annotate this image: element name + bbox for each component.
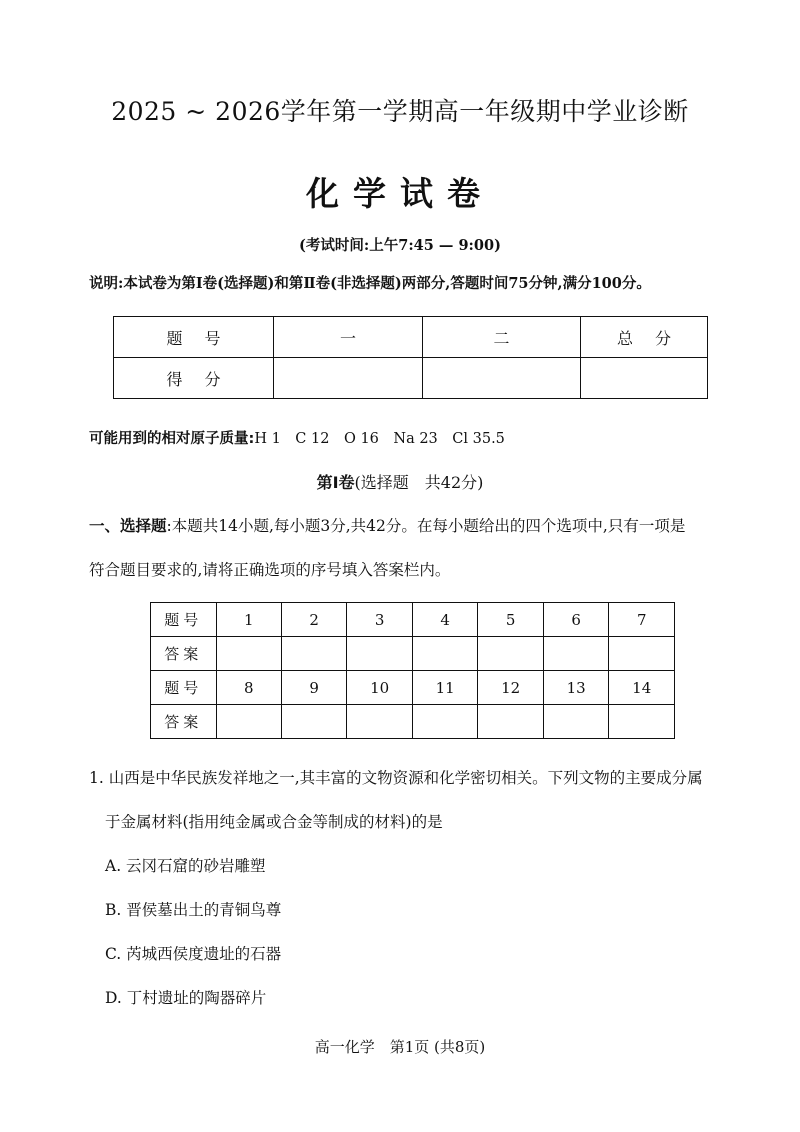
page-footer: 高一化学 第1页 (共8页) [314, 1038, 486, 1056]
answer-cell[interactable] [281, 637, 346, 671]
section-intro-bold: 一、选择题 [89, 517, 167, 535]
answer-qnum: 3 [347, 603, 413, 637]
answer-qnum: 10 [347, 671, 413, 705]
score-col-1: 一 [274, 317, 423, 358]
answer-cell[interactable] [478, 705, 544, 739]
answer-qnum: 7 [609, 603, 675, 637]
exam-time: (考试时间:上午7:45 — 9:00) [299, 237, 501, 254]
subject-title: 化学试卷 [306, 174, 494, 213]
score-table-score-row [114, 358, 708, 399]
answer-row-label-answer: 答案 [151, 637, 217, 671]
answer-qnum: 4 [412, 603, 478, 637]
answer-cell[interactable] [609, 637, 675, 671]
answer-row-label-question: 题号 [151, 603, 217, 637]
question-1-option-d: D. 丁村遗址的陶器碎片 [105, 989, 267, 1007]
answer-qnum: 13 [543, 671, 609, 705]
section-intro-rest: :本题共14小题,每小题3分,共42分。在每小题给出的四个选项中,只有一项是 [166, 517, 686, 535]
answer-table-question-row-2 [151, 671, 675, 705]
answer-row-label-question: 题号 [151, 671, 217, 705]
answer-qnum: 8 [216, 671, 281, 705]
answer-cell[interactable] [216, 637, 281, 671]
section-heading [0, 470, 800, 493]
answer-cell[interactable] [478, 637, 544, 671]
answer-qnum: 11 [412, 671, 478, 705]
answer-table-question-row-1 [151, 603, 675, 637]
atomic-masses [89, 427, 505, 448]
answer-row-label-answer: 答案 [151, 705, 217, 739]
answer-table [150, 602, 675, 739]
score-row-label-question: 题号 [114, 317, 274, 358]
score-cell-2[interactable] [423, 358, 581, 399]
score-cell-1[interactable] [274, 358, 423, 399]
section-heading-bold: 第Ⅰ卷 [316, 473, 355, 492]
answer-cell[interactable] [412, 637, 478, 671]
answer-qnum: 1 [216, 603, 281, 637]
atomic-masses-values: H 1 C 12 O 16 Na 23 Cl 35.5 [254, 431, 505, 447]
answer-qnum: 9 [281, 671, 346, 705]
question-1-option-a: A. 云冈石窟的砂岩雕塑 [105, 857, 266, 875]
score-cell-total[interactable] [581, 358, 708, 399]
answer-qnum: 14 [609, 671, 675, 705]
answer-cell[interactable] [609, 705, 675, 739]
answer-qnum: 2 [281, 603, 346, 637]
answer-cell[interactable] [543, 705, 609, 739]
answer-table-answer-row-2 [151, 705, 675, 739]
question-1-option-b: B. 晋侯墓出土的青铜鸟尊 [105, 901, 282, 919]
section-intro-line-1 [89, 514, 685, 536]
score-row-label-score: 得分 [114, 358, 274, 399]
answer-cell[interactable] [216, 705, 281, 739]
atomic-masses-lead: 可能用到的相对原子质量: [89, 431, 255, 447]
question-1-stem-line-2: 于金属材料(指用纯金属或合金等制成的材料)的是 [105, 813, 443, 831]
score-table [113, 316, 708, 399]
section-heading-rest: (选择题 共42分) [354, 473, 484, 492]
answer-cell[interactable] [543, 637, 609, 671]
exam-instructions: 说明:本试卷为第Ⅰ卷(选择题)和第Ⅱ卷(非选择题)两部分,答题时间75分钟,满分100分。 [89, 275, 651, 292]
score-table-header-row [114, 317, 708, 358]
score-col-total: 总分 [581, 317, 708, 358]
question-1-option-c: C. 芮城西侯度遗址的石器 [105, 945, 282, 963]
score-col-2: 二 [423, 317, 581, 358]
exam-title: 2025 ~ 2026学年第一学期高一年级期中学业诊断 [111, 97, 689, 126]
answer-cell[interactable] [347, 705, 413, 739]
answer-cell[interactable] [347, 637, 413, 671]
section-intro-line-2: 符合题目要求的,请将正确选项的序号填入答案栏内。 [89, 561, 451, 579]
answer-qnum: 5 [478, 603, 544, 637]
answer-cell[interactable] [281, 705, 346, 739]
answer-cell[interactable] [412, 705, 478, 739]
answer-qnum: 6 [543, 603, 609, 637]
answer-qnum: 12 [478, 671, 544, 705]
answer-table-answer-row-1 [151, 637, 675, 671]
question-1-stem-line-1: 1. 山西是中华民族发祥地之一,其丰富的文物资源和化学密切相关。下列文物的主要成分属 [89, 769, 703, 787]
